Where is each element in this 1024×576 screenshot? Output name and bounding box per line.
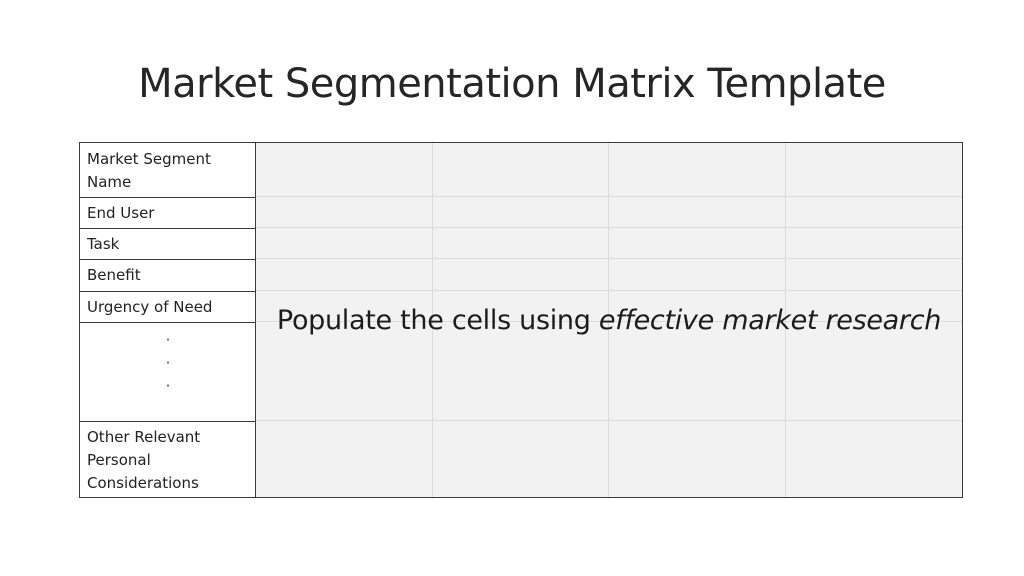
grid-row-divider	[256, 227, 962, 228]
ellipsis-dot: ·	[165, 377, 171, 395]
slide-title: Market Segmentation Matrix Template	[138, 61, 886, 107]
grid-row-divider	[256, 290, 962, 291]
row-label-task: Task	[80, 229, 256, 260]
row-label-ellipsis	[80, 323, 256, 422]
instruction-emphasis: effective market research	[598, 305, 942, 336]
row-label-column	[79, 142, 256, 498]
instruction-prefix: Populate the cells using	[276, 305, 599, 336]
instruction-text	[256, 303, 962, 339]
row-label-urgency-of-need: Urgency of Need	[80, 292, 256, 323]
grid-row-divider	[256, 258, 962, 259]
ellipsis-dot: ·	[165, 331, 171, 349]
row-label-benefit: Benefit	[80, 260, 256, 292]
row-label-end-user: End User	[80, 198, 256, 229]
row-label-other-relevant-personal-considerations: Other Relevant Personal Considerations	[87, 428, 201, 492]
grid-row-divider	[256, 196, 962, 197]
ellipsis-dot: ·	[165, 354, 171, 372]
data-grid	[255, 142, 963, 498]
row-label-market-segment-name: Market Segment Name	[80, 143, 256, 198]
segmentation-matrix	[79, 142, 963, 498]
grid-row-divider	[256, 420, 962, 421]
